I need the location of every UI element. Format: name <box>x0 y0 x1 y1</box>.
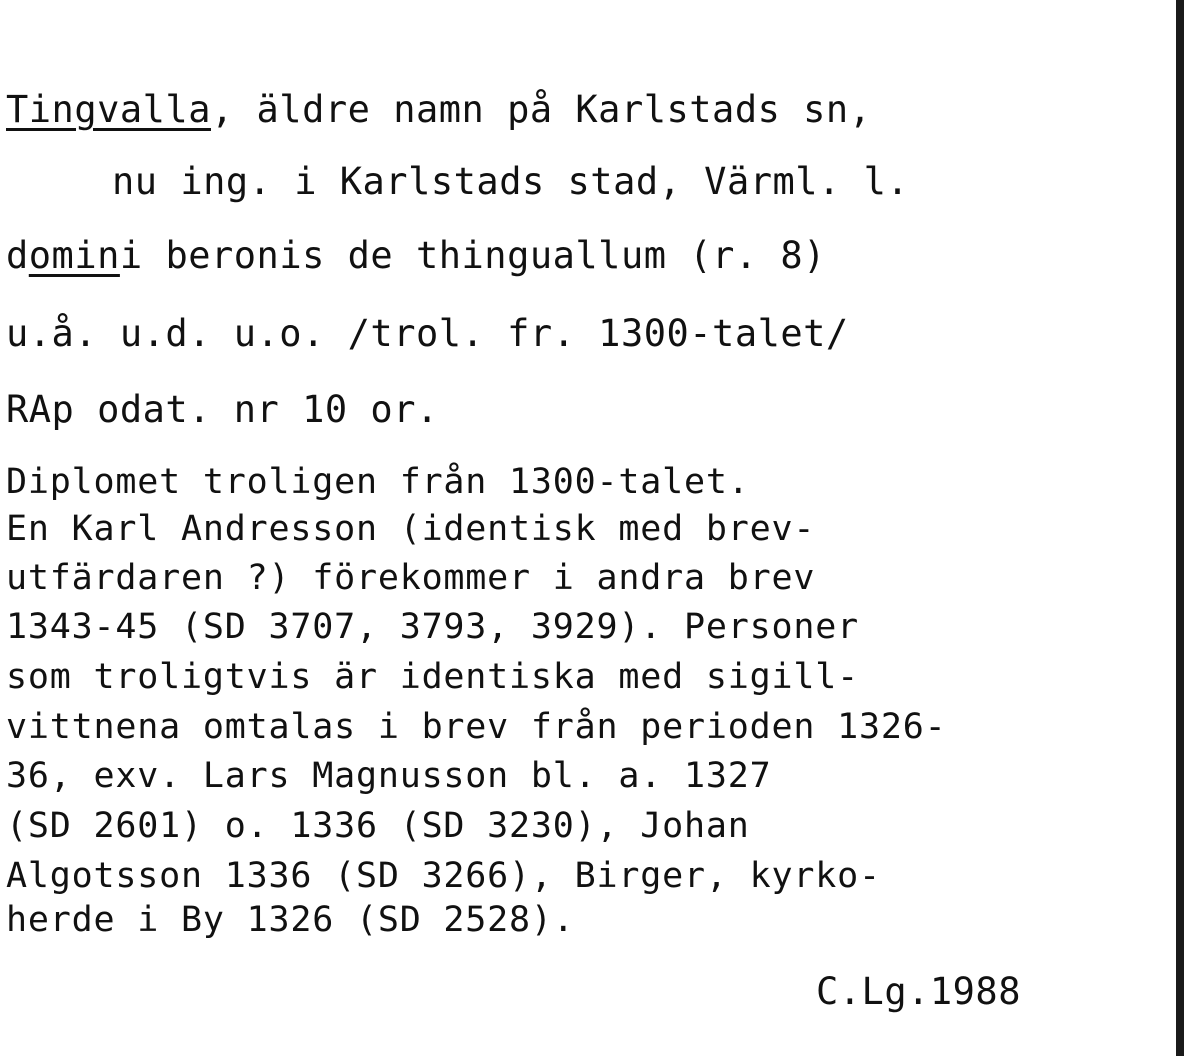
citation-prefix: d <box>6 234 29 277</box>
headword: Tingvalla <box>6 88 211 131</box>
commentary-line: som troligtvis är identiska med sigill- <box>6 657 859 697</box>
commentary-line: utfärdaren ?) förekommer i andra brev <box>6 558 816 598</box>
commentary-line: vittnena omtalas i brev från perioden 1326- <box>6 707 947 747</box>
commentary-line: Diplomet troligen från 1300-talet. <box>6 462 750 502</box>
commentary-line: 1343-45 (SD 3707, 3793, 3929). Personer <box>6 607 859 647</box>
location-line: nu ing. i Karlstads stad, Värml. l. <box>112 160 910 203</box>
source-line: RAp odat. nr 10 or. <box>6 388 439 431</box>
commentary-line: herde i By 1326 (SD 2528). <box>6 900 575 940</box>
citation-suffix: i beronis de thinguallum (r. 8) <box>119 234 826 277</box>
date-line: u.å. u.d. u.o. /trol. fr. 1300-talet/ <box>6 312 849 355</box>
signature: C.Lg.1988 <box>816 970 1021 1013</box>
commentary-line: Algotsson 1336 (SD 3266), Birger, kyrko- <box>6 856 881 896</box>
citation-text-line <box>6 234 826 278</box>
citation-underlined: omin <box>28 234 120 277</box>
commentary-line: En Karl Andresson (identisk med brev- <box>6 509 816 549</box>
commentary-line: 36, exv. Lars Magnusson bl. a. 1327 <box>6 756 772 796</box>
commentary-line: (SD 2601) o. 1336 (SD 3230), Johan <box>6 806 750 846</box>
card-edge-border <box>1176 0 1184 1056</box>
headword-description: , äldre namn på Karlstads sn, <box>210 88 872 131</box>
headword-line <box>6 88 872 132</box>
